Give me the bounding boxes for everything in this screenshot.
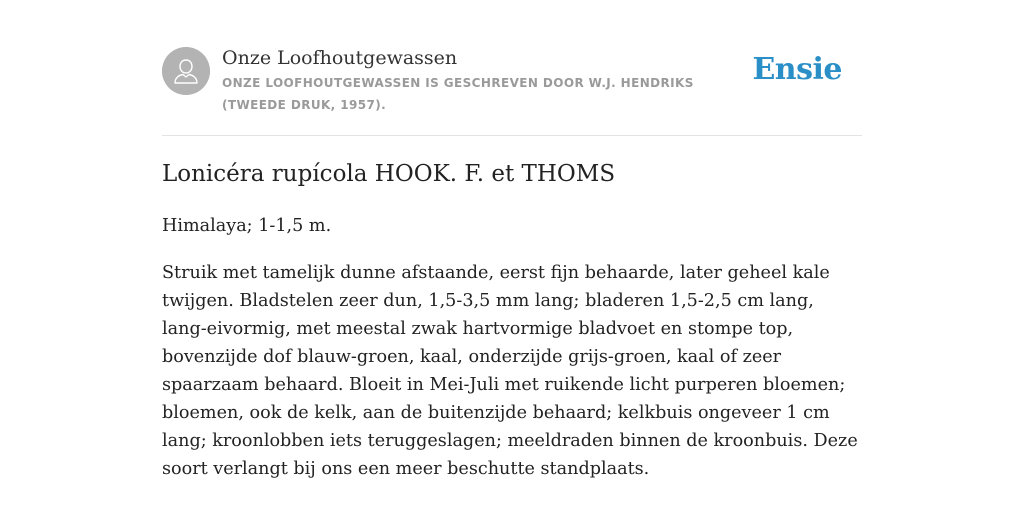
entry-paragraph-origin: Himalaya; 1-1,5 m. <box>162 216 332 236</box>
ensie-logo-link[interactable]: Ensie <box>752 52 842 87</box>
source-description: ONZE LOOFHOUTGEWASSEN IS GESCHREVEN DOOR W.J. HENDRIKS (TWEEDE DRUK, 1957). <box>222 76 694 112</box>
entry-title: Lonicéra rupícola HOOK. F. et THOMS <box>162 161 616 187</box>
source-header <box>162 0 862 136</box>
user-silhouette-icon <box>162 47 210 95</box>
page-container <box>162 0 862 479</box>
avatar-graphic <box>162 47 210 95</box>
entry-paragraph-description: Struik met tamelijk dunne afstaande, eerst fijn behaarde, later geheel kale twijgen. Bladstelen zeer dun, 1,5-3,5 mm lang; bladeren 1,5-2,5 cm lang, lang-eivormig, met meestal zwak hartvormige bladvoet en stompe top, bovenzijde dof blauw-groen, kaal, onderzijde grijs-groen, kaal of zeer spaarzaam behaard. Bloeit in Mei-Juli met ruikende licht purperen bloemen; bloemen, ook de kelk, aan de buitenzijde behaard; kelkbuis ongeveer 1 cm lang; kroonlobben iets teruggeslagen; meeldraden binnen de kroonbuis. Deze soort verlangt bij ons een meer beschutte standplaats. <box>162 263 858 479</box>
source-title[interactable]: Onze Loofhoutgewassen <box>222 47 458 69</box>
